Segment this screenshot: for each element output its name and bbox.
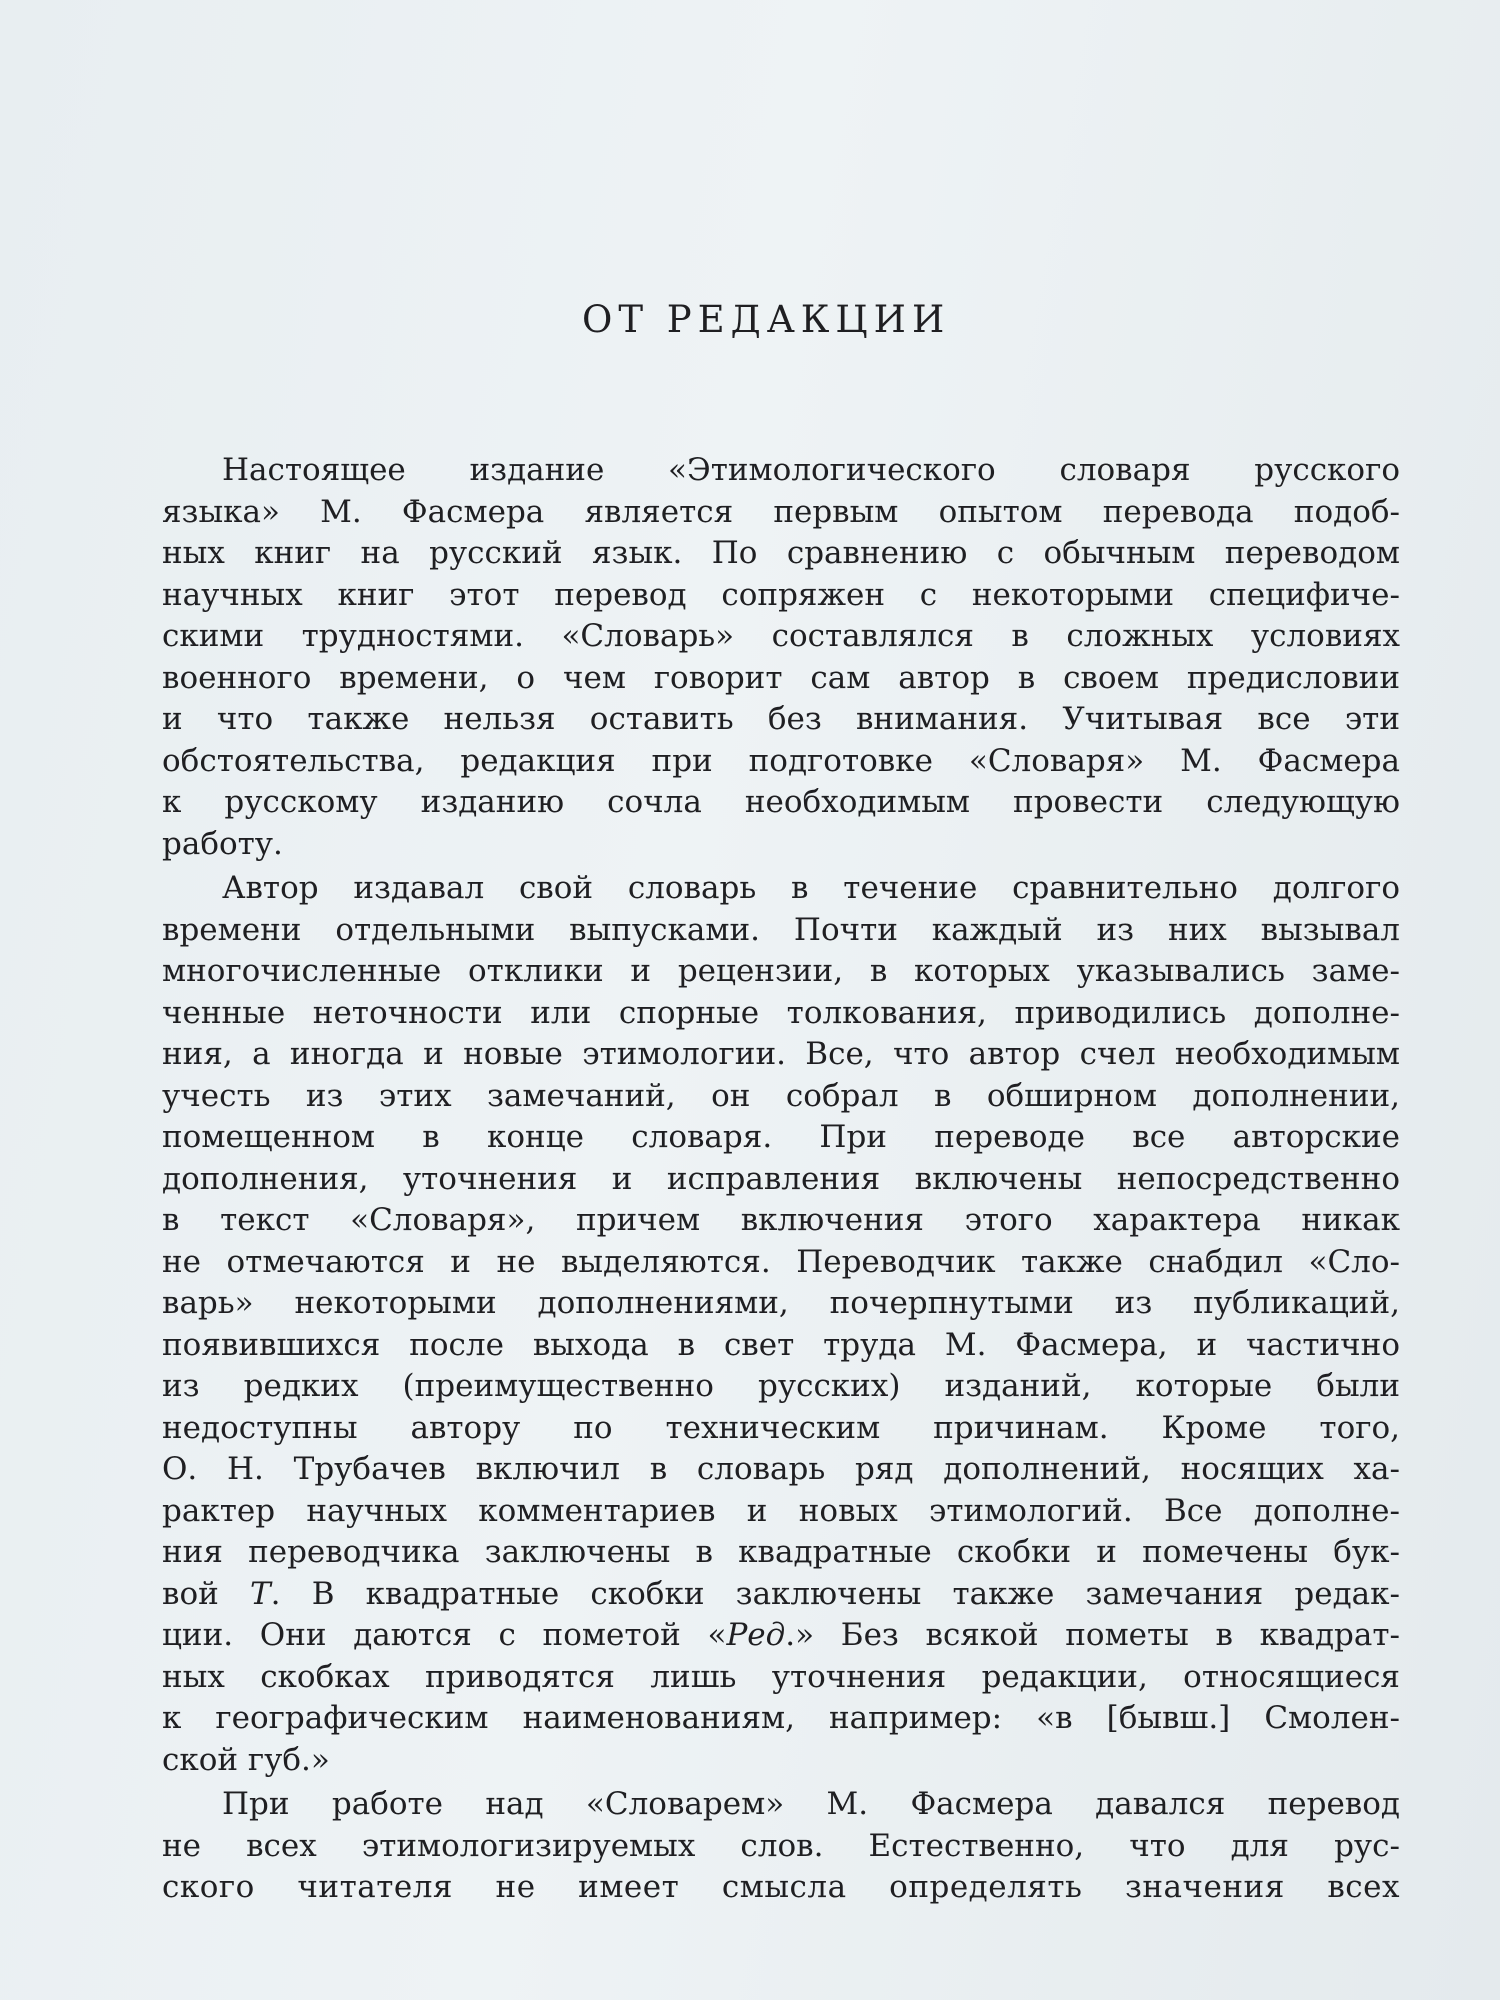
text-line: военного времени, о чем говорит сам автор в своем предисловии xyxy=(162,659,1400,696)
text-line: к географическим наименованиям, например: «в [бывш.] Смолен- xyxy=(162,1700,1400,1736)
text-line: недоступны автору по техническим причинам. Кроме того, xyxy=(162,1409,1400,1446)
page-title: ОТ РЕДАКЦИИ xyxy=(582,298,951,341)
text-line: научных книг этот перевод сопряжен с некоторыми специфиче- xyxy=(162,576,1400,613)
italic-mark: Т xyxy=(249,1575,271,1612)
text-line: не всех этимологизируемых слов. Естественно, что для рус- xyxy=(162,1827,1400,1864)
text-segment: ции. Они даются с пометой « xyxy=(162,1617,727,1653)
text-line-with-italic xyxy=(162,1574,1400,1616)
text-line: ных скобках приводятся лишь уточнения редакции, относящиеся xyxy=(162,1658,1400,1695)
text-line: не отмечаются и не выделяются. Переводчик также снабдил «Сло- xyxy=(162,1243,1400,1280)
text-line: работу. xyxy=(162,825,283,862)
text-line: варь» некоторыми дополнениями, почерпнутыми из публикаций, xyxy=(162,1285,1400,1321)
text-line: ных книг на русский язык. По сравнению с обычным переводом xyxy=(162,535,1400,571)
text-line: дополнения, уточнения и исправления включены непосредственно xyxy=(162,1160,1400,1197)
text-line: многочисленные отклики и рецензии, в которых указывались заме- xyxy=(162,953,1400,989)
text-line: ния переводчика заключены в квадратные скобки и помечены бук- xyxy=(162,1534,1400,1570)
text-line: учесть из этих замечаний, он собрал в обширном дополнении, xyxy=(162,1077,1400,1114)
text-line: обстоятельства, редакция при подготовке «Словаря» М. Фасмера xyxy=(162,742,1400,779)
text-segment: . В квадратные скобки заключены также замечания редак- xyxy=(270,1575,1400,1612)
italic-mark: Ред xyxy=(726,1617,786,1653)
text-line: Настоящее издание «Этимологического словаря русского xyxy=(222,452,1400,488)
text-segment: вой xyxy=(162,1575,250,1612)
text-line: рактер научных комментариев и новых этимологий. Все дополне- xyxy=(162,1492,1400,1529)
text-line: помещенном в конце словаря. При переводе все авторские xyxy=(162,1119,1400,1155)
text-line: ченные неточности или спорные толкования, приводились дополне- xyxy=(162,994,1400,1031)
text-line: к русскому изданию сочла необходимым провести следующую xyxy=(162,784,1400,820)
paragraph-3 xyxy=(162,1784,1400,1909)
text-line-with-italic xyxy=(162,1615,1400,1657)
text-line: ской губ.» xyxy=(162,1741,330,1778)
text-line: и что также нельзя оставить без внимания. Учитывая все эти xyxy=(162,701,1400,737)
text-segment: .» Без всякой пометы в квадрат- xyxy=(785,1617,1400,1653)
text-line: языка» М. Фасмера является первым опытом перевода подоб- xyxy=(162,493,1400,530)
reverse-side-bleed-through xyxy=(150,0,1400,224)
paragraph-2 xyxy=(162,868,1400,1781)
text-line: ского читателя не имеет смысла определять значения всех xyxy=(162,1869,1400,1905)
text-line: времени отдельными выпусками. Почти каждый из них вызывал xyxy=(162,911,1400,948)
text-line: ния, а иногда и новые этимологии. Все, что автор счел необходимым xyxy=(162,1036,1400,1072)
text-line: скими трудностями. «Словарь» составлялся в сложных условиях xyxy=(162,618,1400,654)
text-line: появившихся после выхода в свет труда М. Фасмера, и частично xyxy=(162,1326,1400,1363)
paragraph-1 xyxy=(162,450,1400,865)
text-line: При работе над «Словарем» М. Фасмера давался перевод xyxy=(222,1786,1400,1822)
text-line: в текст «Словаря», причем включения этого характера никак xyxy=(162,1202,1400,1238)
text-line: Автор издавал свой словарь в течение сравнительно долгого xyxy=(222,870,1400,906)
text-line: из редких (преимущественно русских) изданий, которые были xyxy=(162,1368,1400,1404)
text-line: О. Н. Трубачев включил в словарь ряд дополнений, носящих ха- xyxy=(162,1451,1400,1487)
